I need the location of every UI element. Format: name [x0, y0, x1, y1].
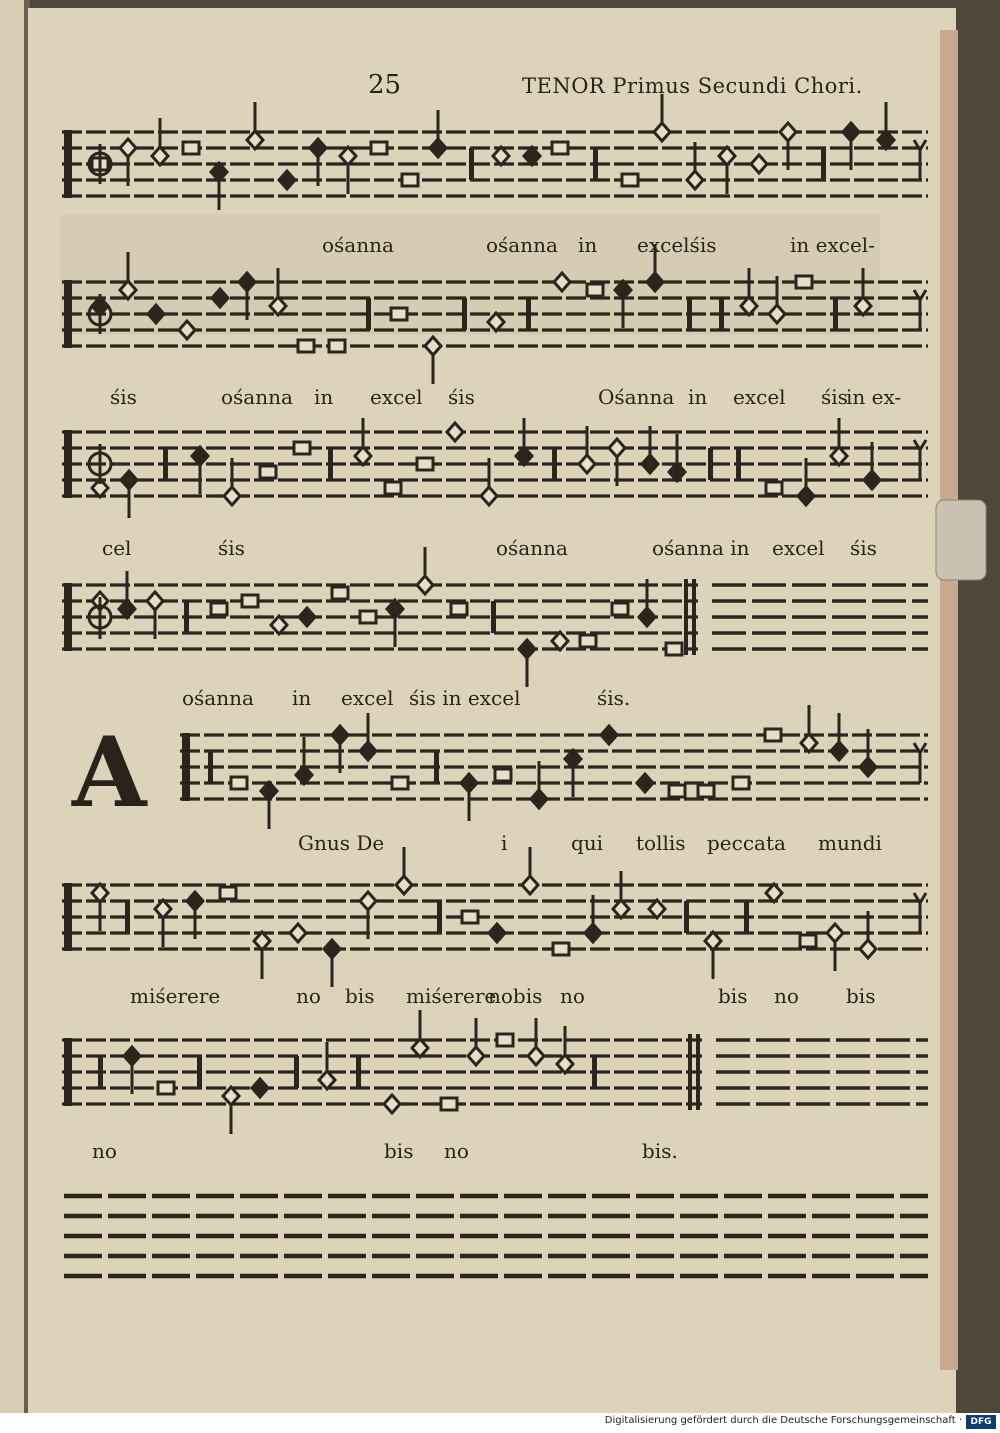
note [462, 911, 478, 923]
note [666, 643, 682, 655]
note [402, 174, 418, 186]
lyric-syllable: ośanna in [652, 536, 750, 560]
note [329, 340, 345, 352]
lyric-syllable: ośanna [496, 536, 568, 560]
rest [552, 448, 557, 480]
lyric-syllable: excel [733, 385, 786, 409]
note [552, 142, 568, 154]
lyric-syllable: bis [345, 984, 375, 1008]
lyric-syllable: cel [102, 536, 132, 560]
note [183, 142, 199, 154]
c-clef [64, 130, 72, 198]
note [698, 785, 714, 797]
note [733, 777, 749, 789]
lyric-syllable: ośanna [322, 233, 394, 257]
note [371, 142, 387, 154]
lyric-syllable: in excel- [790, 233, 875, 257]
lyric-syllable: nobis [488, 984, 543, 1008]
note [580, 635, 596, 647]
rest [125, 901, 130, 933]
lyric-syllable: śis [218, 536, 245, 560]
note [497, 1034, 513, 1046]
note [231, 777, 247, 789]
page-number: 25 [368, 70, 402, 100]
lyric-syllable: excel [370, 385, 423, 409]
lyric-syllable: in ex- [846, 385, 902, 409]
facing-page-edge [0, 0, 28, 1433]
note [220, 887, 236, 899]
lyric-syllable: no [92, 1139, 117, 1163]
note [766, 482, 782, 494]
lyric-syllable: no [560, 984, 585, 1008]
lyric-syllable: in [292, 686, 312, 710]
note [587, 284, 603, 296]
lyric-syllable: excel [772, 536, 825, 560]
note [360, 611, 376, 623]
note [417, 458, 433, 470]
lyric-syllable: excelśis [637, 233, 717, 257]
lyric-syllable: śis in excel [409, 686, 521, 710]
note [451, 603, 467, 615]
c-clef [64, 583, 72, 651]
c-clef [64, 430, 72, 498]
rest [328, 448, 333, 480]
lyric-syllable: i [501, 831, 508, 855]
lyric-syllable: peccata [707, 831, 786, 855]
show-through [60, 215, 880, 335]
lyric-syllable: śis. [597, 686, 631, 710]
rest [684, 901, 689, 933]
rest [98, 1056, 103, 1088]
rest [462, 298, 467, 330]
lyric-syllable: bis [384, 1139, 414, 1163]
page-tab [936, 500, 986, 580]
rest [434, 751, 439, 783]
funding-credit: Digitalisierung gefördert durch die Deutsche Forschungsgemeinschaft · [604, 1415, 962, 1426]
lyric-syllable: ośanna [182, 686, 254, 710]
rest [719, 298, 724, 330]
note [669, 785, 685, 797]
lyric-syllable: Gnus De [298, 831, 385, 855]
note [242, 595, 258, 607]
note [612, 603, 628, 615]
rest [491, 601, 496, 633]
lyric-syllable: bis. [642, 1139, 678, 1163]
rest [366, 298, 371, 330]
page-edge-right [940, 30, 958, 1370]
rest [208, 751, 213, 783]
note [622, 174, 638, 186]
lyric-syllable: bis [718, 984, 748, 1008]
lyric-syllable: no [444, 1139, 469, 1163]
c-clef [64, 1038, 72, 1106]
rest [592, 1056, 597, 1088]
lyric-syllable: bis [846, 984, 876, 1008]
lyric-syllable: ośanna [486, 233, 558, 257]
rest [294, 1056, 299, 1088]
rest [437, 901, 442, 933]
note [553, 943, 569, 955]
lyric-syllable: in [314, 385, 334, 409]
note [796, 276, 812, 288]
rest [197, 1056, 202, 1088]
rest [184, 601, 189, 633]
lyric-syllable: miśerere [130, 984, 221, 1008]
note [495, 769, 511, 781]
note [332, 587, 348, 599]
note [800, 935, 816, 947]
c-clef [182, 733, 190, 801]
dfg-logo: DFG [966, 1415, 996, 1429]
lyric-syllable: in [688, 385, 708, 409]
lyric-syllable: Ośanna [598, 385, 675, 409]
lyric-syllable: miśerere [406, 984, 497, 1008]
note [392, 777, 408, 789]
lyric-syllable: qui [571, 831, 604, 855]
lyric-syllable: śis [821, 385, 848, 409]
lyric-syllable: śis [448, 385, 475, 409]
c-clef [64, 883, 72, 951]
rest [356, 1056, 361, 1088]
rest [744, 901, 749, 933]
note [385, 482, 401, 494]
note [298, 340, 314, 352]
rest [833, 298, 838, 330]
lyric-syllable: mundi [818, 831, 882, 855]
lyric-syllable: no [774, 984, 799, 1008]
lyric-syllable: śis [110, 385, 137, 409]
lyric-syllable: śis [850, 536, 877, 560]
rest [687, 298, 692, 330]
lyric-syllable: excel [341, 686, 394, 710]
note [260, 466, 276, 478]
rest [163, 448, 168, 480]
lyric-syllable: tollis [636, 831, 686, 855]
note [391, 308, 407, 320]
rest [593, 148, 598, 180]
rest [736, 448, 741, 480]
running-title: TENOR Primus Secundi Chori. [522, 74, 863, 98]
c-clef [64, 280, 72, 348]
lyric-syllable: ośanna [221, 385, 293, 409]
lyric-syllable: no [296, 984, 321, 1008]
initial-letter: A [72, 716, 147, 829]
rest [708, 448, 713, 480]
rest [526, 298, 531, 330]
lyric-syllable: in [578, 233, 598, 257]
note [765, 729, 781, 741]
rest [469, 148, 474, 180]
note [158, 1082, 174, 1094]
rest [821, 148, 826, 180]
note [211, 603, 227, 615]
note [294, 442, 310, 454]
note [441, 1098, 457, 1110]
